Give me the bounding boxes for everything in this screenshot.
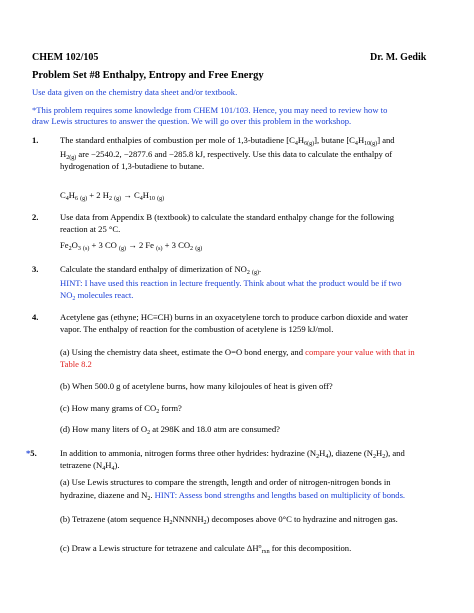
question-4c: (c) How many grams of $CO_2$ form? <box>60 403 182 415</box>
question-3-hint-line-2: $NO_2$ molecules react. <box>60 290 134 302</box>
question-4b: (b) When 500.0 g of acetylene burns, how many kilojoules of heat is given off? <box>60 381 333 391</box>
question-1-line-1: The standard enthalpies of combustion per mole of 1,3-butadiene $[C_4H_{6(g)}]$, butane $[C_4H_{10(g)}]$ and <box>60 135 395 147</box>
question-3-hint-line-1: HINT: I have used this reaction in lecture frequently. Think about what the product would be if two <box>60 278 402 288</box>
question-4a-line-1: (a) Using the chemistry data sheet, estimate the O=O bond energy, and compare your value with that in <box>60 347 415 357</box>
question-2-number: 2. <box>32 212 39 222</box>
intro-line-3: draw Lewis structures to answer the question. We will go over this problem in the workshop. <box>32 116 352 126</box>
question-5-line-1: In addition to ammonia, nitrogen forms three other hydrides: hydrazine $(N_2H_4)$, diazene $(N_2H_2)$, and <box>60 448 405 460</box>
question-5b: (b) Tetrazene (atom sequence $H_2NNNNH_2$) decomposes above 0°C to hydrazine and nitrogen gas. <box>60 514 398 526</box>
question-5a-line-1: (a) Use Lewis structures to compare the strength, length and order of nitrogen-nitrogen bonds in <box>60 477 391 487</box>
question-3-line-1: Calculate the standard enthalpy of dimerization of $NO_2$ $_{(g)}$. <box>60 264 262 276</box>
instructor-name: Dr. M. Gedik <box>370 52 427 63</box>
intro-line-2: *This problem requires some knowledge from CHEM 101/103. Hence, you may need to review how to <box>32 105 388 115</box>
question-4-line-2: vapor. The enthalpy of reaction for the combustion of acetylene is 1259 kJ/mol. <box>60 324 334 334</box>
question-3-number: 3. <box>32 264 39 274</box>
question-1-line-2: $H_{2(g)}$ are −2540.2, −2877.6 and −285.8 kJ, respectively. Use this data to calculate the enthalpy of <box>60 149 393 161</box>
question-4d: (d) How many liters of $O_2$ at 298K and 18.0 atm are consumed? <box>60 424 280 436</box>
question-1-number: 1. <box>32 135 39 145</box>
course-code: CHEM 102/105 <box>32 52 99 63</box>
question-1-equation: $C_4H_6$ $_{(g)}$ + 2 $H_2$ $_{(g)} \to C_4H_{10}$ $_{(g)}$ <box>60 190 165 202</box>
question-4-number: 4. <box>32 312 39 322</box>
page-title: Problem Set #8 Enthalpy, Entropy and Free Energy <box>32 70 264 81</box>
intro-line-1: Use data given on the chemistry data sheet and/or textbook. <box>32 87 238 97</box>
question-5-number: *5. <box>26 448 37 458</box>
question-4-line-1: Acetylene gas (ethyne; HC≡CH) burns in an oxyacetylene torch to produce carbon dioxide and water <box>60 312 409 322</box>
question-2-equation: $Fe_2O_3$ $_{(s)}$ + 3 CO $_{(g)}$ → 2 Fe $_{(s)}$ + 3 $CO_2$ $_{(g)}$ <box>60 240 203 252</box>
question-5-line-2: tetrazene $(N_4H_4)$. <box>60 460 120 472</box>
question-2-line-1: Use data from Appendix B (textbook) to calculate the standard enthalpy change for the following <box>60 212 395 222</box>
question-4a-line-2: Table 8.2 <box>60 359 92 369</box>
question-2-line-2: reaction at 25 °C. <box>60 224 121 234</box>
question-5c: (c) Draw a Lewis structure for tetrazene and calculate $\Delta H^o_{rxn}$ for this decomposition. <box>60 543 352 555</box>
question-5a-line-2: hydrazine, diazene and $N_2$. HINT: Assess bond strengths and lengths based on multiplicity of bonds. <box>60 490 406 502</box>
question-1-line-3: hydrogenation of 1,3-butadiene to butane. <box>60 161 205 171</box>
